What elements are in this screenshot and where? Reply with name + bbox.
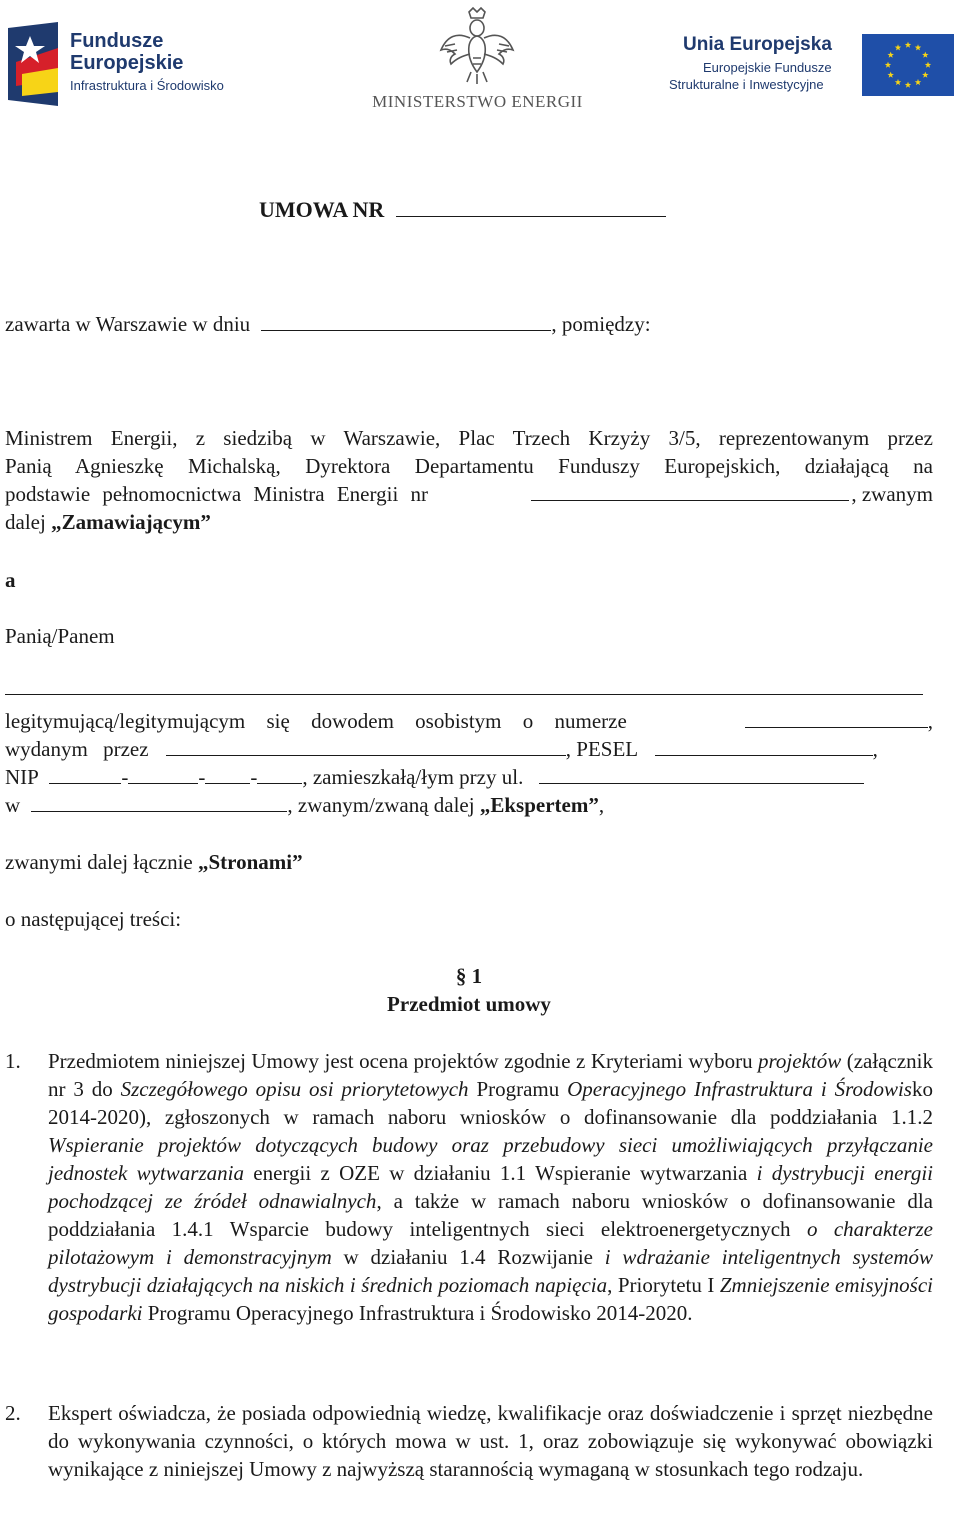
p1-t7: w działaniu 1.4 Rozwijanie [331, 1245, 605, 1269]
fe-logo-subtitle: Infrastruktura i Środowisko [70, 78, 224, 93]
point-1-number: 1. [5, 1049, 21, 1073]
fe-logo-line1: Fundusze [70, 30, 164, 52]
party2-name-blank-line [5, 674, 933, 702]
pesel-label: , PESEL [565, 737, 638, 761]
eu-logo-title: Unia Europejska [683, 34, 832, 55]
party2-issued-text: wydanym przez [5, 737, 149, 761]
fundusze-europejskie-logo [8, 20, 258, 110]
polish-eagle-emblem-icon [437, 6, 517, 86]
p1-t2: (załącznik nr 3 do [48, 1049, 933, 1101]
street-blank [539, 765, 864, 784]
party1-line4-text: dalej [5, 510, 46, 534]
p1-t4: ko 2014-2020), zgłoszonych w ramach naboru wniosków o dofinansowanie dla poddziałania 1.1.2 [48, 1077, 933, 1129]
address-text: , zamieszkałą/łym przy ul. [302, 765, 524, 789]
point-2-text: Ekspert oświadcza, że posiada odpowiednią wiedzę, kwalifikacje oraz doświadczenie i sprzęt niezbędne do wykonywania czynności, o których mowa w ust. 1, oraz zobowiązuje się wykonywać obowiązki wynikające z niniejszej Umowy z najwyższą starannością wymaganą w stosunkach tego rodzaju. [48, 1401, 933, 1481]
section-heading: Przedmiot umowy [387, 992, 551, 1016]
party1-line3 [5, 480, 933, 508]
section-number: § 1 [455, 964, 483, 988]
content-intro: o następującej treści: [5, 907, 182, 931]
pesel-blank [655, 737, 873, 756]
party2-line4 [5, 763, 933, 791]
nip-blank-1 [49, 765, 121, 784]
p1-t3: Programu [468, 1077, 568, 1101]
nip-label: NIP [5, 765, 39, 789]
nip-blank-4 [257, 765, 302, 784]
conjunction-a: a [5, 568, 16, 592]
party2-line3 [5, 735, 933, 763]
party2-id-text: legitymującą/legitymującym się dowodem osobistym o numerze [5, 709, 627, 733]
nip-dash-2: - [198, 765, 206, 789]
eu-logo-line2: Europejskie Fundusze [703, 60, 832, 75]
point-1-text [48, 1047, 933, 1327]
parties-text: zwanymi dalej łącznie [5, 850, 193, 874]
p1-t8: , Priorytetu I [607, 1273, 720, 1297]
p1-i7: i wdrażanie inteligentnych systemów dystrybucji działających na niskich i średnich poziomach napięcia [48, 1245, 933, 1297]
nip-dash-1: - [121, 765, 129, 789]
intro-text: zawarta w Warszawie w dniu [5, 312, 251, 336]
city-blank [31, 793, 287, 812]
pesel-comma: , [872, 737, 878, 761]
id-number-blank [745, 709, 928, 728]
eu-flag-icon [862, 34, 954, 96]
p1-i6: o charakterze pilotażowym i demonstracyjnym [48, 1217, 933, 1269]
p1-t9: Programu Operacyjnego Infrastruktura i Środowisko 2014-2020. [142, 1301, 693, 1325]
party1-line3-after: , zwanym [851, 482, 933, 506]
ministry-logo [365, 6, 590, 116]
fe-logo-title [70, 30, 183, 74]
ministry-logo-text: MINISTERSTWO ENERGII [372, 92, 583, 111]
nip-dash-3: - [250, 765, 258, 789]
party1-line1: Ministrem Energii, z siedzibą w Warszawie, Plac Trzech Krzyży 3/5, reprezentowanym przez [5, 426, 933, 450]
ekspert-intro: , zwanym/zwaną dalej [287, 793, 475, 817]
document-header [0, 0, 960, 120]
p1-t5: energii z OZE w działaniu 1.1 Wspieranie wytwarzania [243, 1161, 757, 1185]
nip-blank-2 [128, 765, 198, 784]
p1-i8: Zmniejszenie emisyjności gospodarki [48, 1273, 933, 1325]
contract-title [259, 196, 666, 224]
p1-i5: i dystrybucji energii pochodzącej ze źródeł odnawialnych [48, 1161, 933, 1213]
p1-i4: Wspieranie projektów dotyczących budowy oraz przebudowy sieci umożliwiających przyłączanie jednostek wytwarzania [48, 1133, 933, 1185]
party2-line2 [5, 707, 933, 735]
party2-name-blank [5, 676, 923, 695]
date-blank [261, 312, 551, 331]
intro-line [5, 310, 933, 338]
p1-t1: Przedmiotem niniejszej Umowy jest ocena projektów zgodnie z Kryteriami wyboru [48, 1049, 759, 1073]
p1-i2: Szczegółowego opisu osi priorytetowych [120, 1077, 469, 1101]
nip-blank-3 [205, 765, 250, 784]
party2-line5 [5, 791, 933, 819]
parties-line [5, 848, 933, 876]
party1-line4 [5, 508, 933, 536]
strony-term: „Stronami” [198, 850, 303, 874]
intro-after: , pomiędzy: [551, 312, 651, 336]
contract-number-blank [396, 198, 666, 217]
p1-t6: , a także w ramach naboru wniosków o dofinansowanie dla poddziałania 1.4.1 Wsparcie budowy inteligentnych sieci elektroenergetycznych [48, 1189, 933, 1241]
party1-line3-end [531, 480, 933, 508]
party2-id-comma: , [927, 709, 933, 733]
ekspert-comma: , [598, 793, 605, 817]
ekspert-term: „Ekspertem” [479, 793, 599, 817]
contract-title-text: UMOWA NR [259, 197, 385, 222]
issued-by-blank [166, 737, 566, 756]
party2-id-end [745, 707, 933, 735]
p1-i3: Operacyjnego Infrastruktura i Środowis [567, 1077, 912, 1101]
unia-europejska-logo [665, 30, 960, 110]
party1-line2: Panią Agnieszkę Michalską, Dyrektora Departamentu Funduszy Europejskich, działającą na [5, 454, 933, 478]
fe-logo-line2: Europejskie [70, 52, 184, 74]
authorization-number-blank [531, 482, 849, 501]
zamawiajacy-term: „Zamawiającym” [51, 510, 211, 534]
fe-star-emblem-icon [8, 22, 64, 106]
point-2-number: 2. [5, 1401, 21, 1425]
eu-logo-line3: Strukturalne i Inwestycyjne [669, 77, 824, 92]
party1-line3-text: podstawie pełnomocnictwa Ministra Energii nr [5, 482, 429, 506]
city-prefix: w [5, 793, 21, 817]
party2-label: Panią/Panem [5, 624, 115, 648]
p1-i1: projektów [758, 1049, 842, 1073]
